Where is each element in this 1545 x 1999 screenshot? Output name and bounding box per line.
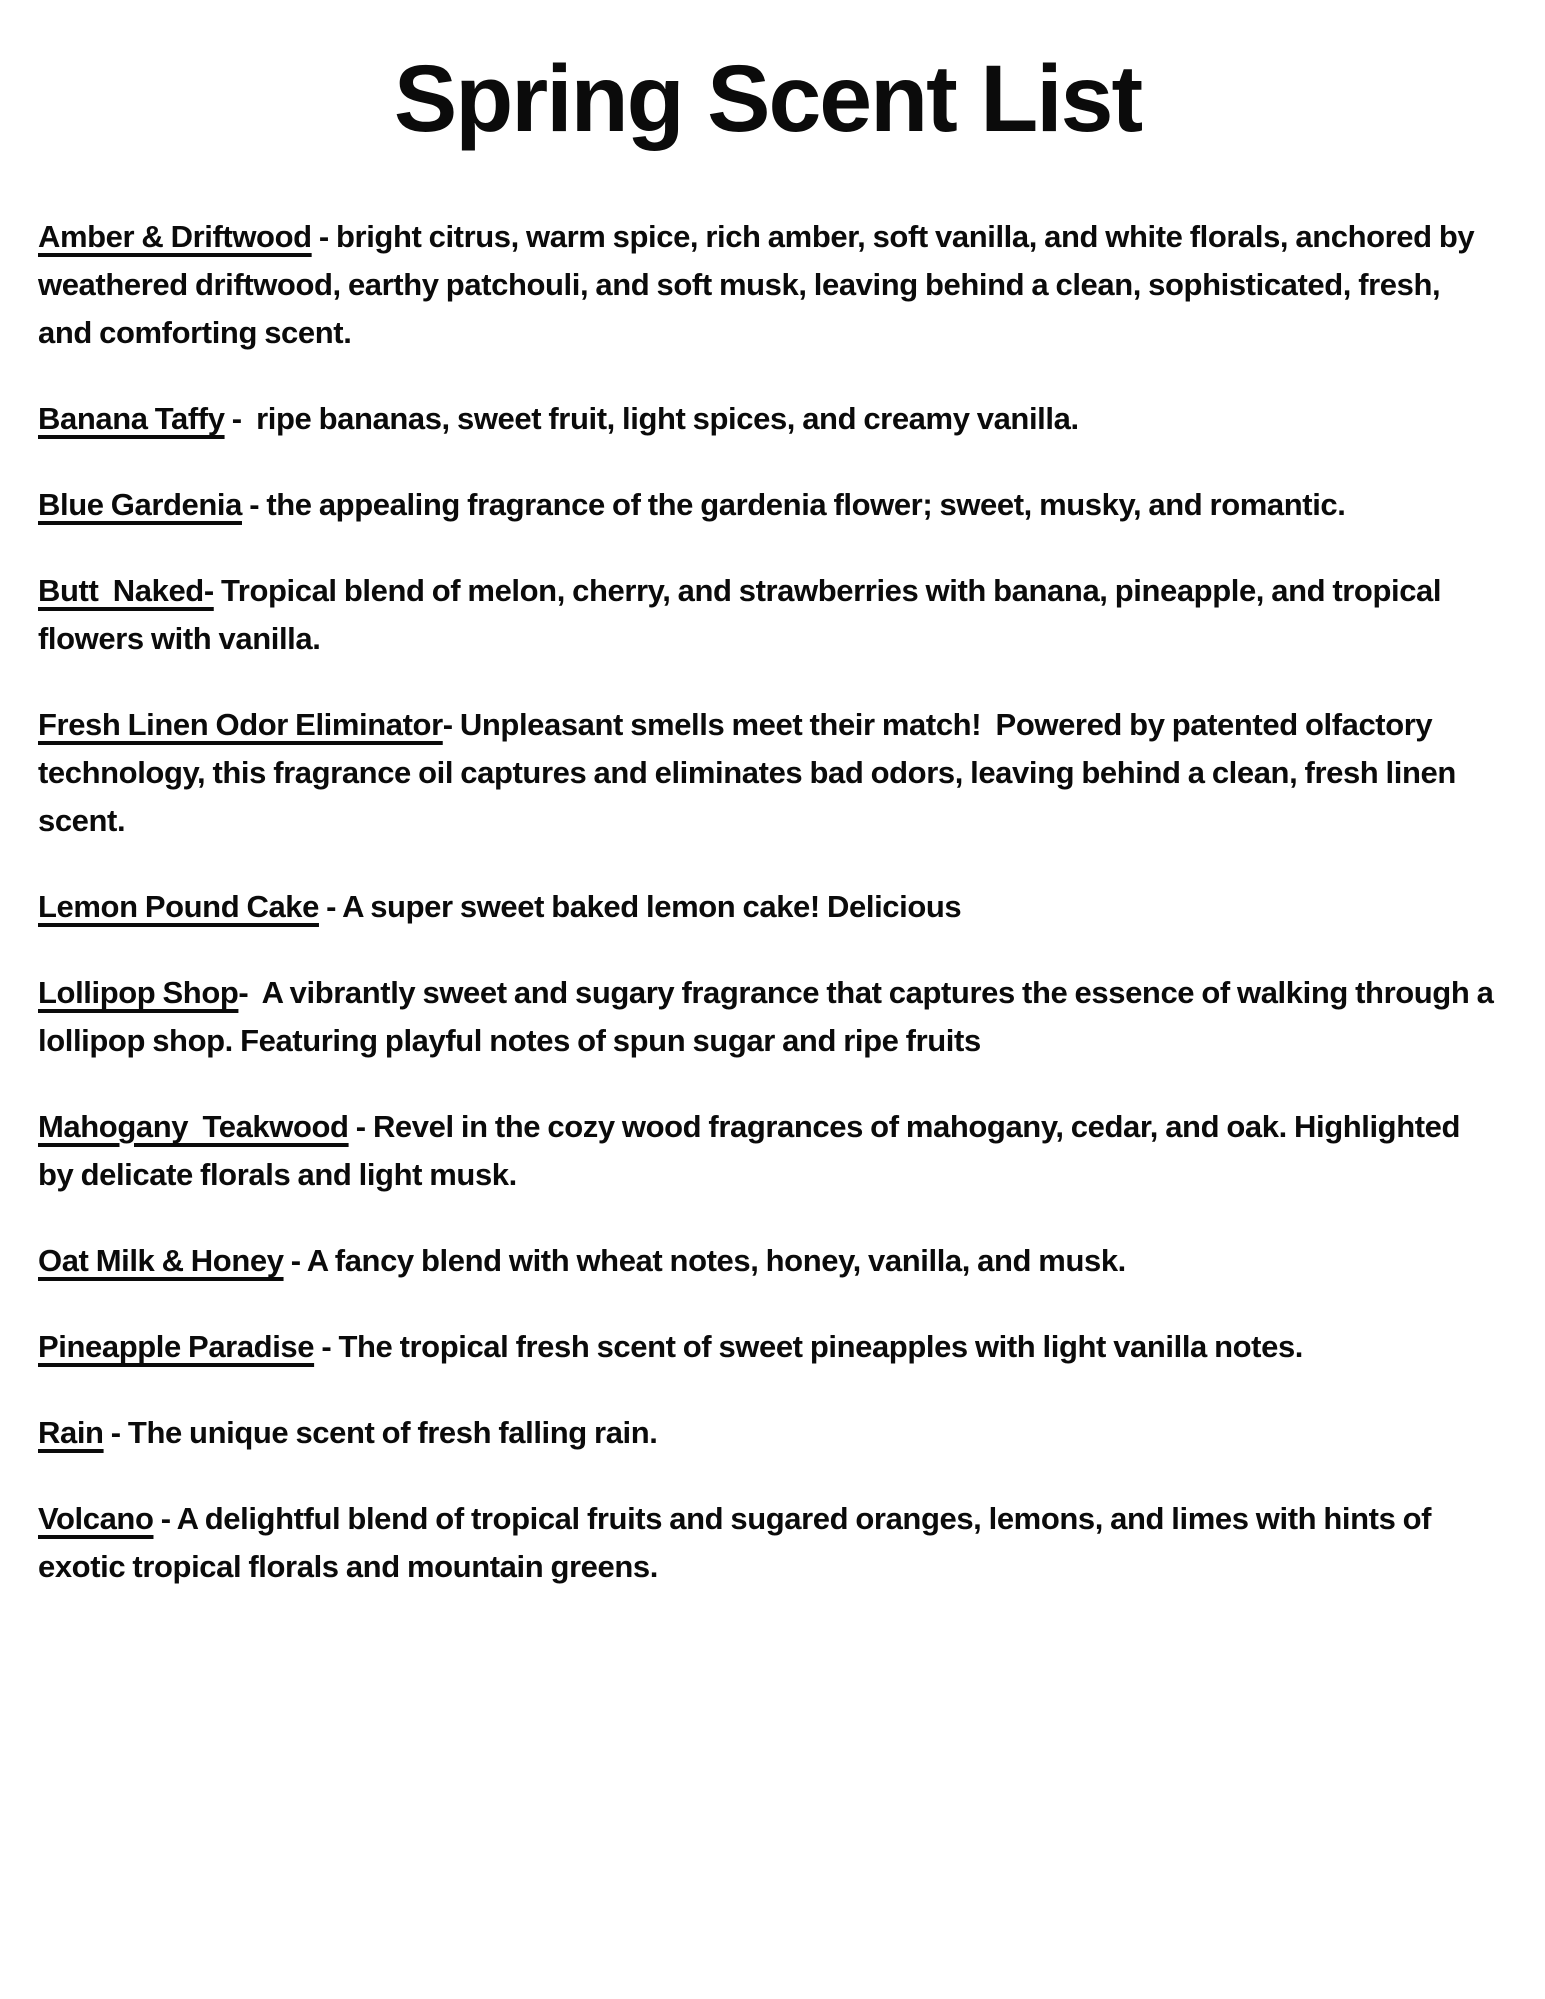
scent-name: Blue Gardenia [38,487,242,522]
scent-entry-volcano [38,1495,1497,1591]
scent-name: Mahogany Teakwood [38,1109,349,1144]
scent-entry-banana-taffy [38,395,1497,443]
scent-entry-blue-gardenia [38,481,1497,529]
scent-name: Lollipop Shop [38,975,239,1010]
scent-name: Banana Taffy [38,401,225,436]
scent-description: - The unique scent of fresh falling rain. [103,1415,658,1450]
scent-description: - A delightful blend of tropical fruits and sugared oranges, lemons, and limes with hints of exotic tropical florals and mountain greens. [38,1501,1439,1584]
scent-name: Volcano [38,1501,154,1536]
scent-description: - bright citrus, warm spice, rich amber, soft vanilla, and white florals, anchored by weathered driftwood, earthy patchouli, and soft musk, leaving behind a clean, sophisticated, fresh, and comforting scent. [38,219,1482,350]
scent-name: Rain [38,1415,104,1450]
scent-entry-rain [38,1409,1497,1457]
scent-description: - ripe bananas, sweet fruit, light spices, and creamy vanilla. [224,401,1079,436]
scent-name: Fresh Linen Odor Eliminator [38,707,443,742]
scent-description: - The tropical fresh scent of sweet pineapples with light vanilla notes. [314,1329,1303,1364]
scent-entry-pineapple-paradise [38,1323,1497,1371]
scent-entry-fresh-linen-odor-eliminator [38,701,1497,845]
scent-entry-lemon-pound-cake [38,883,1497,931]
scent-entry-lollipop-shop [38,969,1501,1065]
scent-entry-oat-milk-honey [38,1237,1497,1285]
scent-description: - A fancy blend with wheat notes, honey, vanilla, and musk. [283,1243,1126,1278]
scent-entry-mahogany-teakwood [38,1103,1497,1199]
scent-description: Tropical blend of melon, cherry, and strawberries with banana, pineapple, and tropical flowers with vanilla. [38,573,1449,656]
scent-entry-amber-driftwood [38,213,1497,357]
scent-name: Oat Milk & Honey [38,1243,284,1278]
page-title: Spring Scent List [393,46,1142,152]
scent-description: - the appealing fragrance of the gardenia flower; sweet, musky, and romantic. [241,487,1346,522]
scent-description: - Unpleasant smells meet their match! Powered by patented olfactory technology, this fragrance oil captures and eliminates bad odors, leaving behind a clean, fresh linen scent. [38,707,1464,838]
scent-name: Amber & Driftwood [38,219,312,254]
scent-name: Pineapple Paradise [38,1329,315,1364]
scent-description: - A super sweet baked lemon cake! Delicious [318,889,962,924]
scent-description: - A vibrantly sweet and sugary fragrance that captures the essence of walking through a lollipop shop. Featuring playful notes of spun sugar and ripe fruits [38,975,1501,1058]
scent-description: - Revel in the cozy wood fragrances of mahogany, cedar, and oak. Highlighted by delicate florals and light musk. [38,1109,1468,1192]
scent-name: Butt Naked- [38,573,214,608]
scent-name: Lemon Pound Cake [38,889,319,924]
scent-entry-butt-naked [38,567,1497,663]
